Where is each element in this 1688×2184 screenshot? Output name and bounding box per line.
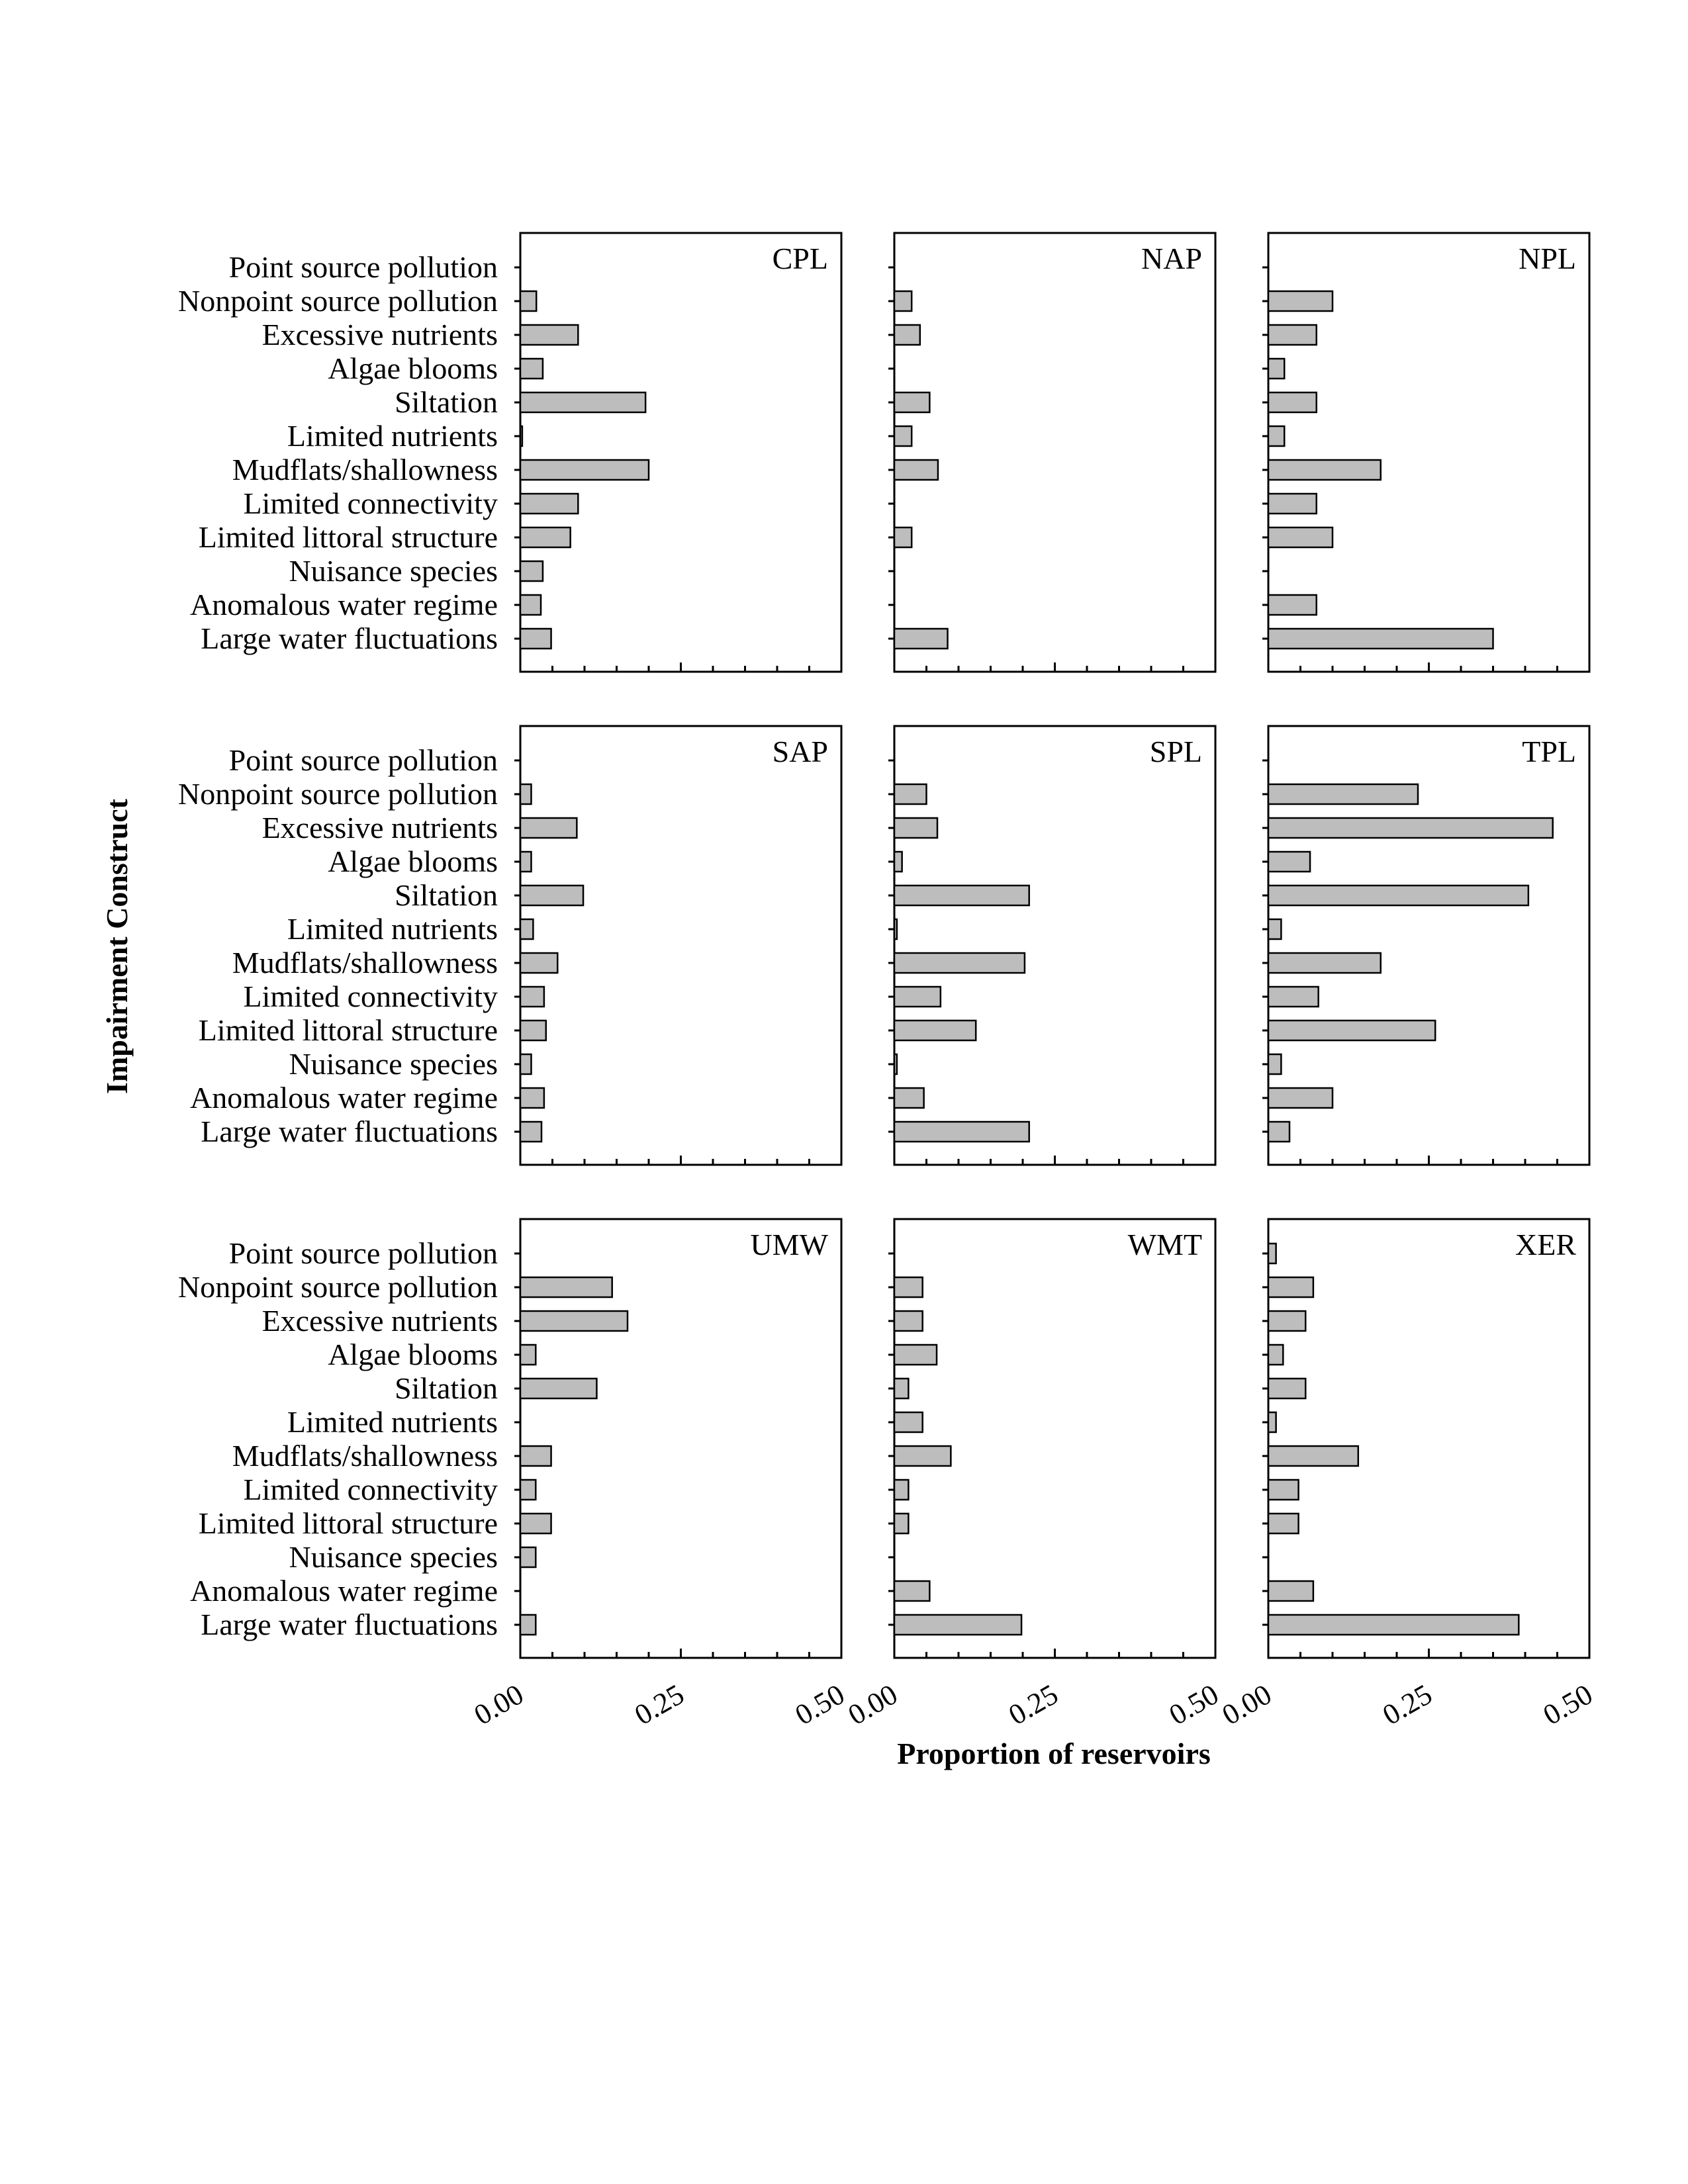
bar-sap-2 (520, 818, 577, 838)
bar-nap-1 (894, 291, 912, 311)
bar-spl-2 (894, 818, 937, 838)
bar-xer-3 (1268, 1345, 1283, 1365)
category-label: Algae blooms (328, 844, 498, 878)
bar-npl-10 (1268, 595, 1317, 615)
panel-title: UMW (750, 1228, 828, 1261)
bar-sap-6 (520, 953, 557, 973)
bar-wmt-2 (894, 1311, 923, 1331)
bar-umw-11 (520, 1615, 536, 1635)
category-label: Mudflats/shallowness (232, 1439, 498, 1473)
category-label: Nuisance species (289, 554, 498, 588)
bar-wmt-1 (894, 1277, 923, 1297)
bar-spl-1 (894, 784, 927, 804)
panel-title: CPL (772, 242, 828, 275)
panel-title: TPL (1522, 735, 1576, 768)
panel-xer (1217, 1219, 1598, 1731)
category-label: Nonpoint source pollution (178, 777, 498, 811)
category-label: Nuisance species (289, 1047, 498, 1081)
category-label: Excessive nutrients (261, 1304, 498, 1338)
category-label: Point source pollution (228, 250, 498, 284)
bar-tpl-8 (1268, 1021, 1435, 1040)
category-label: Anomalous water regime (190, 1081, 498, 1115)
category-label: Excessive nutrients (261, 318, 498, 351)
panel-frame (520, 233, 841, 672)
bar-tpl-2 (1268, 818, 1553, 838)
bar-nap-6 (894, 460, 938, 480)
bar-nap-11 (894, 629, 948, 649)
bar-xer-11 (1268, 1615, 1519, 1635)
panel-frame (894, 726, 1215, 1165)
category-label: Limited connectivity (243, 1473, 498, 1506)
bar-xer-4 (1268, 1379, 1305, 1398)
category-label: Nuisance species (289, 1540, 498, 1574)
category-label: Siltation (395, 878, 498, 912)
bar-nap-4 (894, 392, 929, 412)
bar-sap-10 (520, 1088, 544, 1108)
category-label: Anomalous water regime (190, 1574, 498, 1608)
x-tick-label: 0.25 (1377, 1678, 1438, 1732)
panel-wmt (843, 1219, 1224, 1731)
bar-tpl-3 (1268, 852, 1310, 872)
bar-umw-7 (520, 1480, 536, 1500)
bar-npl-4 (1268, 392, 1317, 412)
bar-tpl-10 (1268, 1088, 1333, 1108)
bar-cpl-7 (520, 494, 578, 514)
category-label: Algae blooms (328, 351, 498, 385)
x-tick-label: 0.50 (789, 1678, 850, 1732)
bar-cpl-9 (520, 561, 543, 581)
bar-spl-7 (894, 987, 941, 1007)
bar-xer-6 (1268, 1446, 1358, 1466)
bar-umw-9 (520, 1547, 536, 1567)
x-tick-label: 0.00 (468, 1678, 529, 1732)
panel-title: SPL (1149, 735, 1202, 768)
bar-wmt-3 (894, 1345, 937, 1365)
bar-npl-5 (1268, 426, 1284, 446)
bar-nap-8 (894, 527, 912, 547)
panel-sap (178, 726, 841, 1165)
bar-tpl-7 (1268, 987, 1319, 1007)
bar-tpl-11 (1268, 1122, 1289, 1142)
panel-grid (178, 233, 1598, 1731)
panel-frame (1268, 1219, 1589, 1658)
bar-tpl-6 (1268, 953, 1381, 973)
y-axis-title: Impairment Construct (100, 799, 134, 1094)
bar-nap-5 (894, 426, 912, 446)
bar-tpl-5 (1268, 919, 1281, 939)
x-tick-label: 0.50 (1537, 1678, 1598, 1732)
panel-title: NAP (1141, 242, 1202, 275)
bar-wmt-7 (894, 1480, 908, 1500)
panel-title: WMT (1127, 1228, 1202, 1261)
category-label: Limited littoral structure (198, 1013, 498, 1047)
bar-sap-9 (520, 1054, 531, 1074)
bar-npl-8 (1268, 527, 1333, 547)
bar-spl-10 (894, 1088, 924, 1108)
bar-cpl-10 (520, 595, 541, 615)
bar-wmt-5 (894, 1412, 923, 1432)
bar-npl-2 (1268, 325, 1317, 345)
bar-sap-8 (520, 1021, 546, 1040)
panel-spl (888, 726, 1215, 1165)
x-tick-label: 0.50 (1163, 1678, 1224, 1732)
x-tick-label: 0.25 (1003, 1678, 1064, 1732)
category-label: Mudflats/shallowness (232, 453, 498, 486)
bar-cpl-8 (520, 527, 571, 547)
bar-cpl-5 (520, 426, 522, 446)
bar-cpl-2 (520, 325, 578, 345)
category-label: Algae blooms (328, 1338, 498, 1371)
panel-umw (178, 1219, 850, 1731)
bar-sap-4 (520, 886, 583, 905)
bar-tpl-9 (1268, 1054, 1281, 1074)
category-label: Limited connectivity (243, 486, 498, 520)
bar-npl-6 (1268, 460, 1381, 480)
bar-spl-11 (894, 1122, 1029, 1142)
panel-tpl (1262, 726, 1589, 1165)
bar-npl-11 (1268, 629, 1493, 649)
category-label: Limited connectivity (243, 979, 498, 1013)
bar-xer-2 (1268, 1311, 1305, 1331)
bar-spl-5 (894, 919, 897, 939)
category-label: Limited nutrients (287, 419, 498, 453)
bar-cpl-11 (520, 629, 551, 649)
panel-title: SAP (772, 735, 828, 768)
bar-umw-4 (520, 1379, 596, 1398)
bar-npl-7 (1268, 494, 1317, 514)
bar-xer-8 (1268, 1514, 1299, 1533)
bar-npl-3 (1268, 359, 1284, 379)
bar-npl-1 (1268, 291, 1333, 311)
bar-nap-2 (894, 325, 920, 345)
panel-frame (894, 233, 1215, 672)
category-label: Excessive nutrients (261, 811, 498, 844)
category-label: Siltation (395, 385, 498, 419)
bar-cpl-4 (520, 392, 645, 412)
category-label: Nonpoint source pollution (178, 1270, 498, 1304)
bar-cpl-1 (520, 291, 536, 311)
category-label: Limited littoral structure (198, 1506, 498, 1540)
bar-wmt-10 (894, 1581, 929, 1601)
category-label: Limited nutrients (287, 1405, 498, 1439)
x-tick-label: 0.00 (1216, 1678, 1277, 1732)
bar-sap-5 (520, 919, 533, 939)
category-label: Mudflats/shallowness (232, 946, 498, 979)
bar-wmt-11 (894, 1615, 1021, 1635)
category-label: Large water fluctuations (201, 1608, 498, 1641)
bar-spl-4 (894, 886, 1029, 905)
bar-umw-1 (520, 1277, 612, 1297)
bar-wmt-6 (894, 1446, 951, 1466)
category-label: Anomalous water regime (190, 588, 498, 621)
bar-wmt-4 (894, 1379, 908, 1398)
bar-sap-3 (520, 852, 531, 872)
x-tick-label: 0.25 (629, 1678, 690, 1732)
bar-umw-3 (520, 1345, 536, 1365)
bar-spl-9 (894, 1054, 897, 1074)
bar-spl-6 (894, 953, 1025, 973)
category-label: Limited nutrients (287, 912, 498, 946)
bar-xer-7 (1268, 1480, 1299, 1500)
category-label: Point source pollution (228, 1236, 498, 1270)
category-label: Large water fluctuations (201, 1115, 498, 1148)
category-label: Siltation (395, 1371, 498, 1405)
bar-xer-0 (1268, 1244, 1276, 1263)
bar-sap-1 (520, 784, 531, 804)
panel-title: XER (1515, 1228, 1576, 1261)
panel-nap (888, 233, 1215, 672)
panel-npl (1262, 233, 1589, 672)
x-tick-label: 0.00 (842, 1678, 903, 1732)
bar-xer-10 (1268, 1581, 1313, 1601)
bar-umw-2 (520, 1311, 628, 1331)
bar-xer-5 (1268, 1412, 1276, 1432)
panel-title: NPL (1519, 242, 1576, 275)
bar-tpl-4 (1268, 886, 1528, 905)
bar-umw-8 (520, 1514, 551, 1533)
bar-spl-8 (894, 1021, 976, 1040)
bar-sap-11 (520, 1122, 541, 1142)
bar-xer-1 (1268, 1277, 1313, 1297)
bar-tpl-1 (1268, 784, 1418, 804)
panel-frame (520, 726, 841, 1165)
panel-frame (894, 1219, 1215, 1658)
bar-cpl-6 (520, 460, 649, 480)
category-label: Limited littoral structure (198, 520, 498, 554)
bar-wmt-8 (894, 1514, 908, 1533)
bar-sap-7 (520, 987, 544, 1007)
bar-cpl-3 (520, 359, 543, 379)
category-label: Point source pollution (228, 743, 498, 777)
category-label: Large water fluctuations (201, 621, 498, 655)
bar-spl-3 (894, 852, 902, 872)
bar-umw-6 (520, 1446, 551, 1466)
x-axis-title: Proportion of reservoirs (897, 1737, 1211, 1770)
category-label: Nonpoint source pollution (178, 284, 498, 318)
panel-cpl (178, 233, 841, 672)
